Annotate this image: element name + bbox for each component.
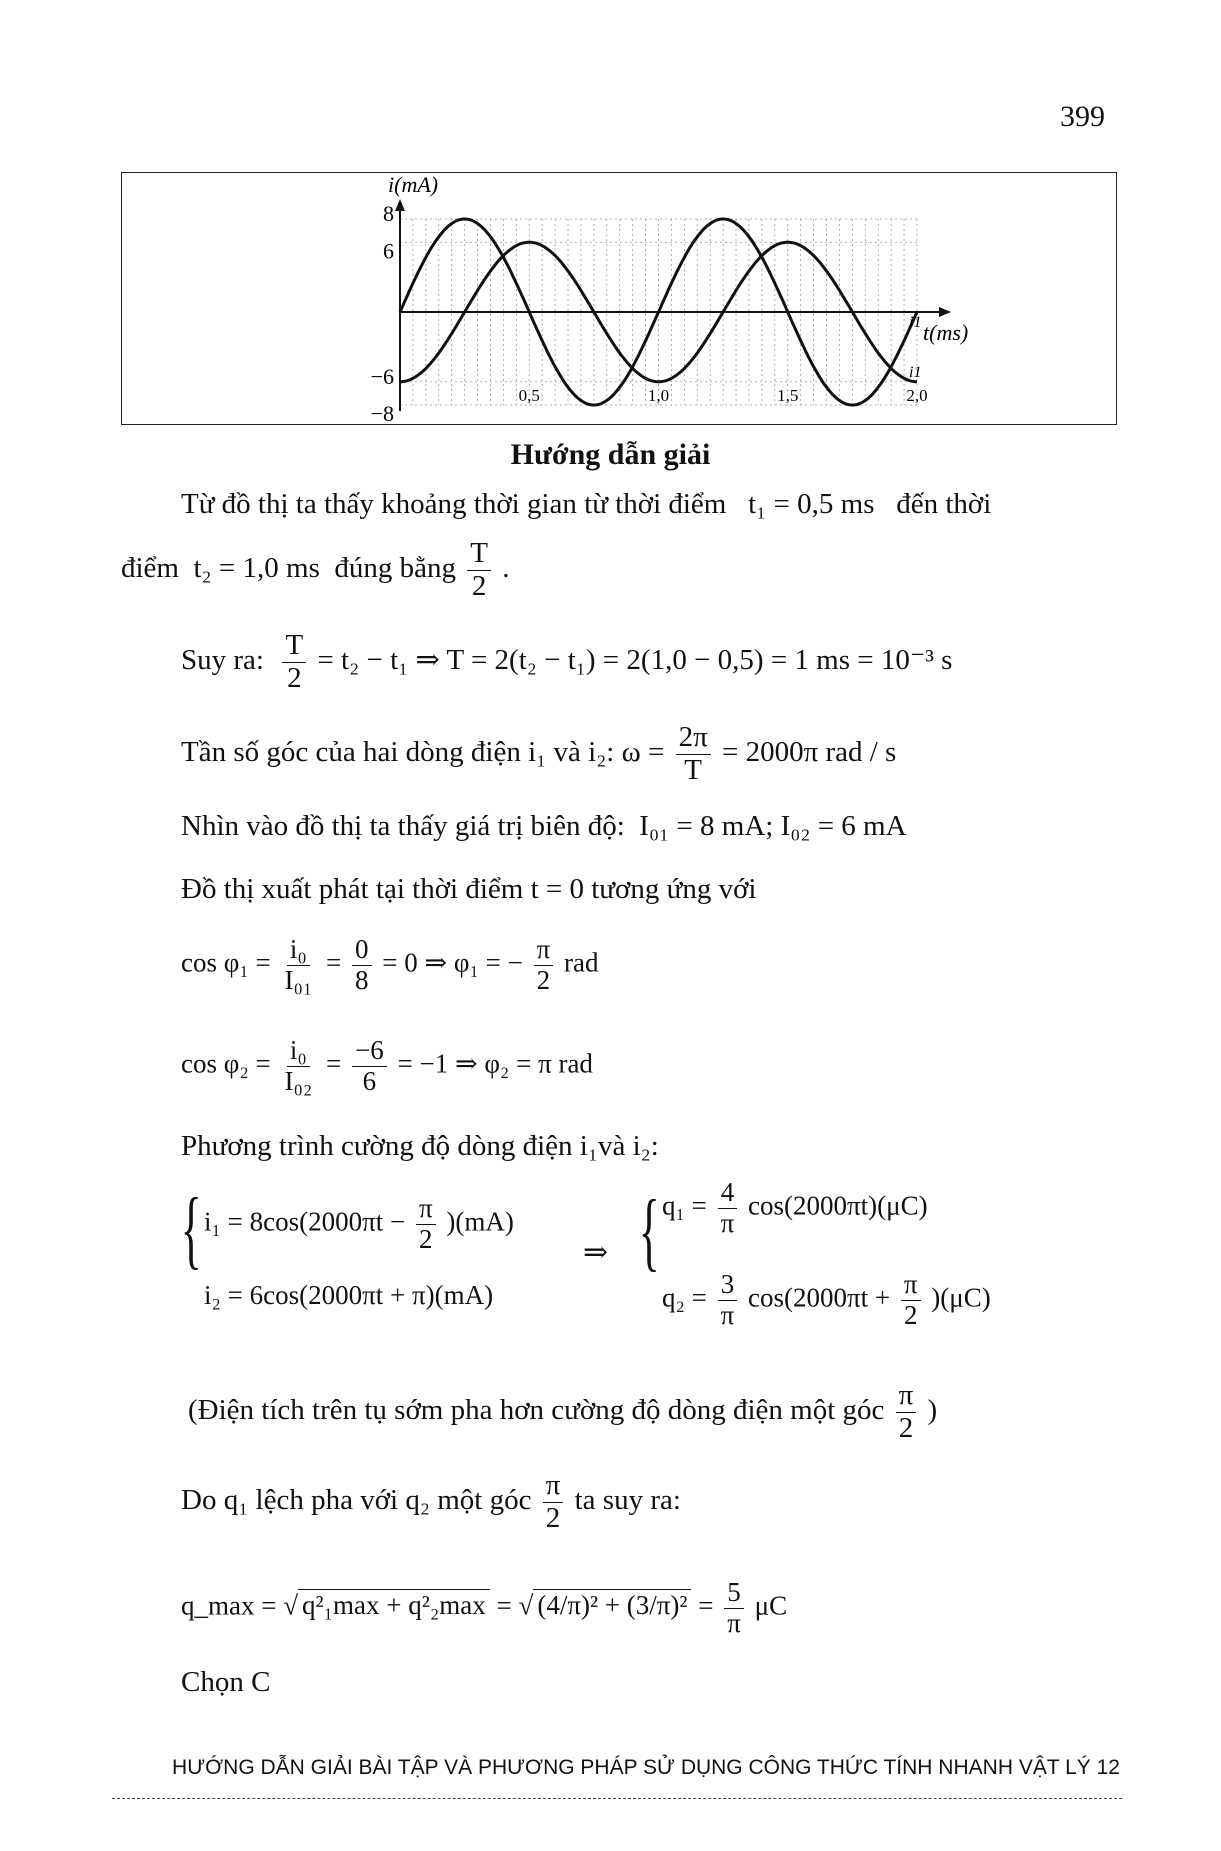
y-axis-arrow bbox=[395, 199, 405, 211]
eq-i1 bbox=[204, 1194, 514, 1254]
period: . bbox=[502, 552, 510, 585]
fraction-3-pi: $\frac{3}{\pi}$ bbox=[718, 1270, 738, 1330]
eq-i1-a: i₁ = 8cos(2000πt − bbox=[204, 1206, 406, 1237]
cos1-rest: = 0 ⇒ φ₁ = − bbox=[382, 947, 523, 978]
nhin-line bbox=[181, 810, 907, 843]
do-line bbox=[181, 1470, 681, 1535]
series-label-2: i1 bbox=[909, 364, 922, 381]
eq-q2 bbox=[662, 1270, 991, 1330]
x-tick-label: 2,0 bbox=[906, 386, 928, 405]
suy-ra-label: Suy ra: bbox=[181, 644, 264, 677]
eq-q1-a: q₁ = bbox=[662, 1190, 707, 1221]
phuong-trinh-line: Phương trình cường độ dòng điện i₁và i₂: bbox=[181, 1130, 659, 1162]
fraction-4-pi: $\frac{4}{\pi}$ bbox=[718, 1178, 738, 1238]
tanso-equation: = 2000π rad / s bbox=[721, 736, 897, 769]
suy-ra-equation: = t₂ − t₁ ⇒ T = 2(t₂ − t₁) = 2(1,0 − 0,5) = 1 ms = 10⁻³ s bbox=[317, 644, 953, 677]
paragraph-2 bbox=[121, 538, 509, 603]
x-tick-label: 1,5 bbox=[777, 386, 799, 405]
qmax-label: q_max = bbox=[181, 1590, 277, 1621]
eq-q1-b: cos(2000πt)(μC) bbox=[748, 1190, 928, 1221]
cos1-line: cos φ₁ = $\frac{\text{i₀}}{\text{I₀₁}}$ = $\frac{0}{8}$ = 0 ⇒ φ₁ = − $\frac{\pi}{2}$ rad bbox=[181, 934, 599, 995]
x-axis-arrow bbox=[939, 307, 951, 317]
x-tick-label: 1,0 bbox=[647, 386, 670, 405]
t1-value: t₁ = 0,5 ms bbox=[748, 488, 875, 520]
do-text: Do q₁ lệch pha với q₂ một góc bbox=[181, 1484, 532, 1517]
qmax-sqrt-2: (4/π)² + (3/π)² bbox=[533, 1589, 691, 1621]
cos2-rest: = −1 ⇒ φ₂ = π rad bbox=[397, 1048, 593, 1079]
fraction-pi-2-do: $\frac{\pi}{2}$ bbox=[543, 1470, 564, 1535]
fraction-5-pi: $\frac{5}{\pi}$ bbox=[724, 1578, 744, 1638]
y-tick-label: 8 bbox=[383, 201, 394, 226]
cos2-label: cos φ₂ = bbox=[181, 1048, 271, 1079]
nhin-text: Nhìn vào đồ thị ta thấy giá trị biên độ: bbox=[181, 810, 625, 842]
tanso-text: Tần số góc của hai dòng điện i₁ và i₂: bbox=[181, 736, 615, 769]
note-close: ) bbox=[927, 1394, 938, 1427]
qmax-unit: μC bbox=[754, 1590, 788, 1621]
fraction-t-over-2b: $\frac{T}{2}$ bbox=[282, 630, 306, 695]
qmax-equals: = bbox=[496, 1590, 512, 1621]
p1-text: Từ đồ thị ta thấy khoảng thời gian từ thời điểm bbox=[181, 488, 727, 520]
y-tick-label: −6 bbox=[370, 363, 394, 389]
fraction-pi-2: $\frac{\pi}{2}$ bbox=[534, 935, 554, 995]
fraction-2pi-over-t: $\frac{2\pi}{T}$ bbox=[676, 722, 711, 787]
eq-q2-c: )(μC) bbox=[931, 1282, 991, 1313]
x-tick-label: 0,5 bbox=[518, 386, 540, 405]
footer-divider bbox=[112, 1798, 1122, 1799]
tanso-line bbox=[181, 722, 896, 787]
fraction-i0-I02: $\frac{\text{i₀}}{\text{I₀₂}}$ bbox=[284, 1035, 313, 1096]
p2-text: điểm bbox=[121, 552, 179, 585]
qmax-line: q_max = √ q²₁max + q²₂max = √ (4/π)² + (3/π)² = $\frac{5}{\pi}$ μC bbox=[181, 1577, 788, 1638]
omega-symbol: ω = bbox=[621, 736, 665, 769]
solution-heading: Hướng dẫn giải bbox=[510, 438, 711, 471]
fraction-pi-2-i1: $\frac{\pi}{2}$ bbox=[416, 1194, 436, 1254]
p2-text-2: đúng bằng bbox=[334, 552, 456, 585]
fraction-pi-2-q2: $\frac{\pi}{2}$ bbox=[901, 1270, 921, 1330]
do-text-end: ta suy ra: bbox=[574, 1484, 681, 1517]
qmax-sqrt-1: q²₁max + q²₂max bbox=[298, 1589, 490, 1621]
note-text: (Điện tích trên tụ sớm pha hơn cường độ dòng điện một góc bbox=[188, 1394, 885, 1427]
current-chart bbox=[121, 172, 1117, 425]
brace-left: { bbox=[180, 1181, 202, 1278]
y-tick-label: 6 bbox=[383, 238, 394, 264]
note-line bbox=[188, 1380, 937, 1445]
paragraph-1 bbox=[181, 488, 991, 521]
dothi-line: Đồ thị xuất phát tại thời điểm t = 0 tương ứng với bbox=[181, 873, 757, 905]
amplitude-values: I₀₁ = 8 mA; I₀₂ = 6 mA bbox=[639, 810, 907, 842]
series-label-1: i1 bbox=[909, 314, 922, 331]
y-axis-label: i(mA) bbox=[388, 172, 439, 197]
eq-q1 bbox=[662, 1178, 928, 1238]
eq-q2-a: q₂ = bbox=[662, 1282, 707, 1313]
brace-right: { bbox=[638, 1183, 660, 1280]
answer-line: Chọn C bbox=[181, 1666, 271, 1698]
page-footer: HƯỚNG DẪN GIẢI BÀI TẬP VÀ PHƯƠNG PHÁP SỬ DỤNG CÔNG THỨC TÍNH NHANH VẬT LÝ 12 bbox=[172, 1756, 1120, 1779]
t2-value: t₂ = 1,0 ms bbox=[193, 552, 320, 585]
suy-ra-line bbox=[181, 630, 952, 695]
y-tick-label: −8 bbox=[370, 401, 394, 425]
chart-axes bbox=[395, 199, 951, 411]
eq-i2: i₂ = 6cos(2000πt + π)(mA) bbox=[204, 1280, 494, 1310]
cos2-line: cos φ₂ = $\frac{\text{i₀}}{\text{I₀₂}}$ = $\frac{-6}{6}$ = −1 ⇒ φ₂ = π rad bbox=[181, 1035, 593, 1096]
rad-unit: rad bbox=[563, 947, 599, 978]
implies-arrow: ⇒ bbox=[583, 1236, 609, 1269]
x-axis-label: t(ms) bbox=[923, 320, 969, 345]
p1-text-end: đến thời bbox=[896, 488, 992, 520]
fraction-i0-I01: $\frac{\text{i₀}}{\text{I₀₁}}$ bbox=[284, 934, 313, 995]
fraction-m6-6: $\frac{-6}{6}$ bbox=[352, 1036, 387, 1096]
fraction-t-over-2: $\frac{T}{2}$ bbox=[467, 538, 491, 603]
cos1-label: cos φ₁ = bbox=[181, 947, 271, 978]
page-number: 399 bbox=[1060, 100, 1105, 133]
eq-i1-b: )(mA) bbox=[446, 1206, 514, 1237]
fraction-pi-2-note: $\frac{\pi}{2}$ bbox=[896, 1380, 917, 1445]
fraction-0-8: $\frac{0}{8}$ bbox=[352, 935, 372, 995]
eq-q2-b: cos(2000πt + bbox=[748, 1282, 891, 1313]
